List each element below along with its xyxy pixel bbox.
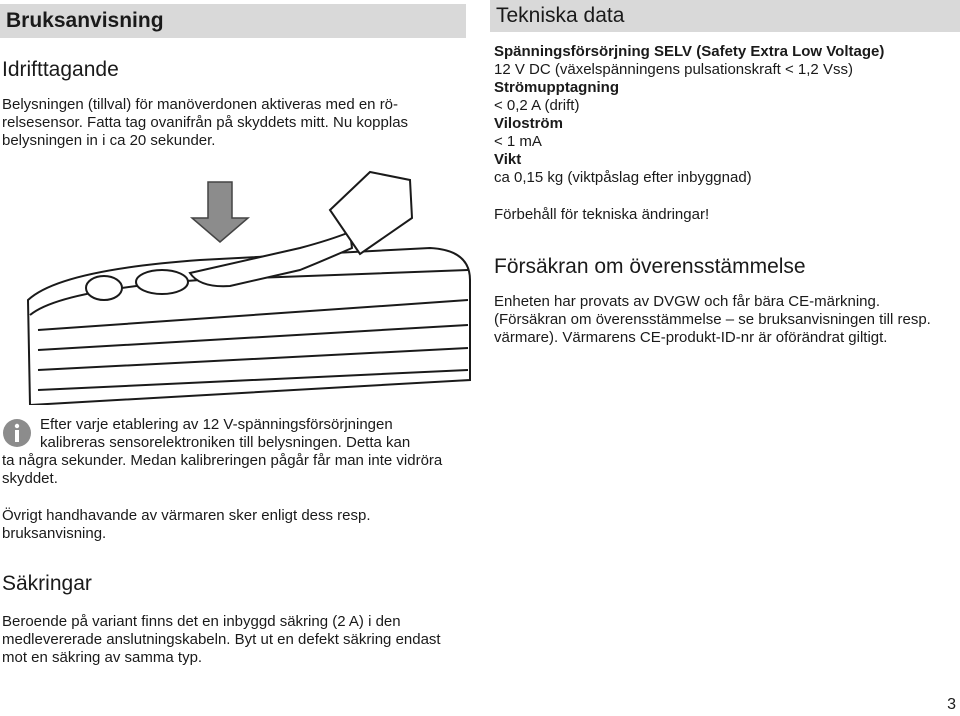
forsakran-title: Försäkran om överensstämmelse xyxy=(494,255,806,278)
info-line-2: kalibreras sensorelektroniken till belysningen. Detta kan xyxy=(40,434,411,451)
down-arrow-icon xyxy=(192,182,248,242)
heater-hand-illustration xyxy=(0,170,480,405)
tech-current-heading: Strömupptagning xyxy=(494,79,619,96)
knob xyxy=(86,276,122,300)
tech-voltage-value: 12 V DC (växelspänningens pulsationskraft < 1,2 Vss) xyxy=(494,61,853,78)
right-header xyxy=(490,0,960,32)
sakringar-text: Beroende på variant finns det en inbyggd säkring (2 A) i den medlevererade anslutningskabeln. Byt ut en defekt säkring endast mot en säkring av samma typ. xyxy=(2,613,441,666)
info-note xyxy=(2,416,462,488)
lamp-window xyxy=(136,270,188,294)
forsakran-text: Enheten har provats av DVGW och får bära CE-märkning. (Försäkran om överensstämmelse – se bruksanvisningen till resp. värmare). Värmarens CE-produkt-ID-nr är oförändrat giltigt. xyxy=(494,293,931,346)
tech-weight-value: ca 0,15 kg (viktpåslag efter inbyggnad) xyxy=(494,169,752,186)
tech-standby-value: < 1 mA xyxy=(494,133,542,150)
left-header-title: Bruksanvisning xyxy=(6,9,164,32)
forbehall-note: Förbehåll för tekniska ändringar! xyxy=(494,206,710,223)
tech-current-value: < 0,2 A (drift) xyxy=(494,97,580,114)
info-line-1: Efter varje etablering av 12 V-spänningsförsörjningen xyxy=(40,416,393,433)
info-rest: ta några sekunder. Medan kalibreringen pågår får man inte vidröra skyddet. xyxy=(2,452,443,487)
sakringar-title: Säkringar xyxy=(2,572,92,595)
idrifttagande-title: Idrifttagande xyxy=(2,58,119,81)
page-number: 3 xyxy=(947,696,956,713)
tech-weight-heading: Vikt xyxy=(494,151,522,168)
right-header-title: Tekniska data xyxy=(496,4,625,27)
idrifttagande-text: Belysningen (tillval) för manöverdonen aktiveras med en rö- relsesensor. Fatta tag ovanifrån på skyddets mitt. Nu kopplas belysningen in i ca 20 sekunder. xyxy=(2,96,409,149)
tech-voltage-heading: Spänningsförsörjning SELV (Safety Extra Low Voltage) xyxy=(494,43,885,60)
ovrigt-text: Övrigt handhavande av värmaren sker enligt dess resp. bruksanvisning. xyxy=(2,507,371,542)
tech-standby-heading: Viloström xyxy=(494,115,563,132)
left-header xyxy=(0,4,466,38)
tech-data-list xyxy=(494,43,954,187)
